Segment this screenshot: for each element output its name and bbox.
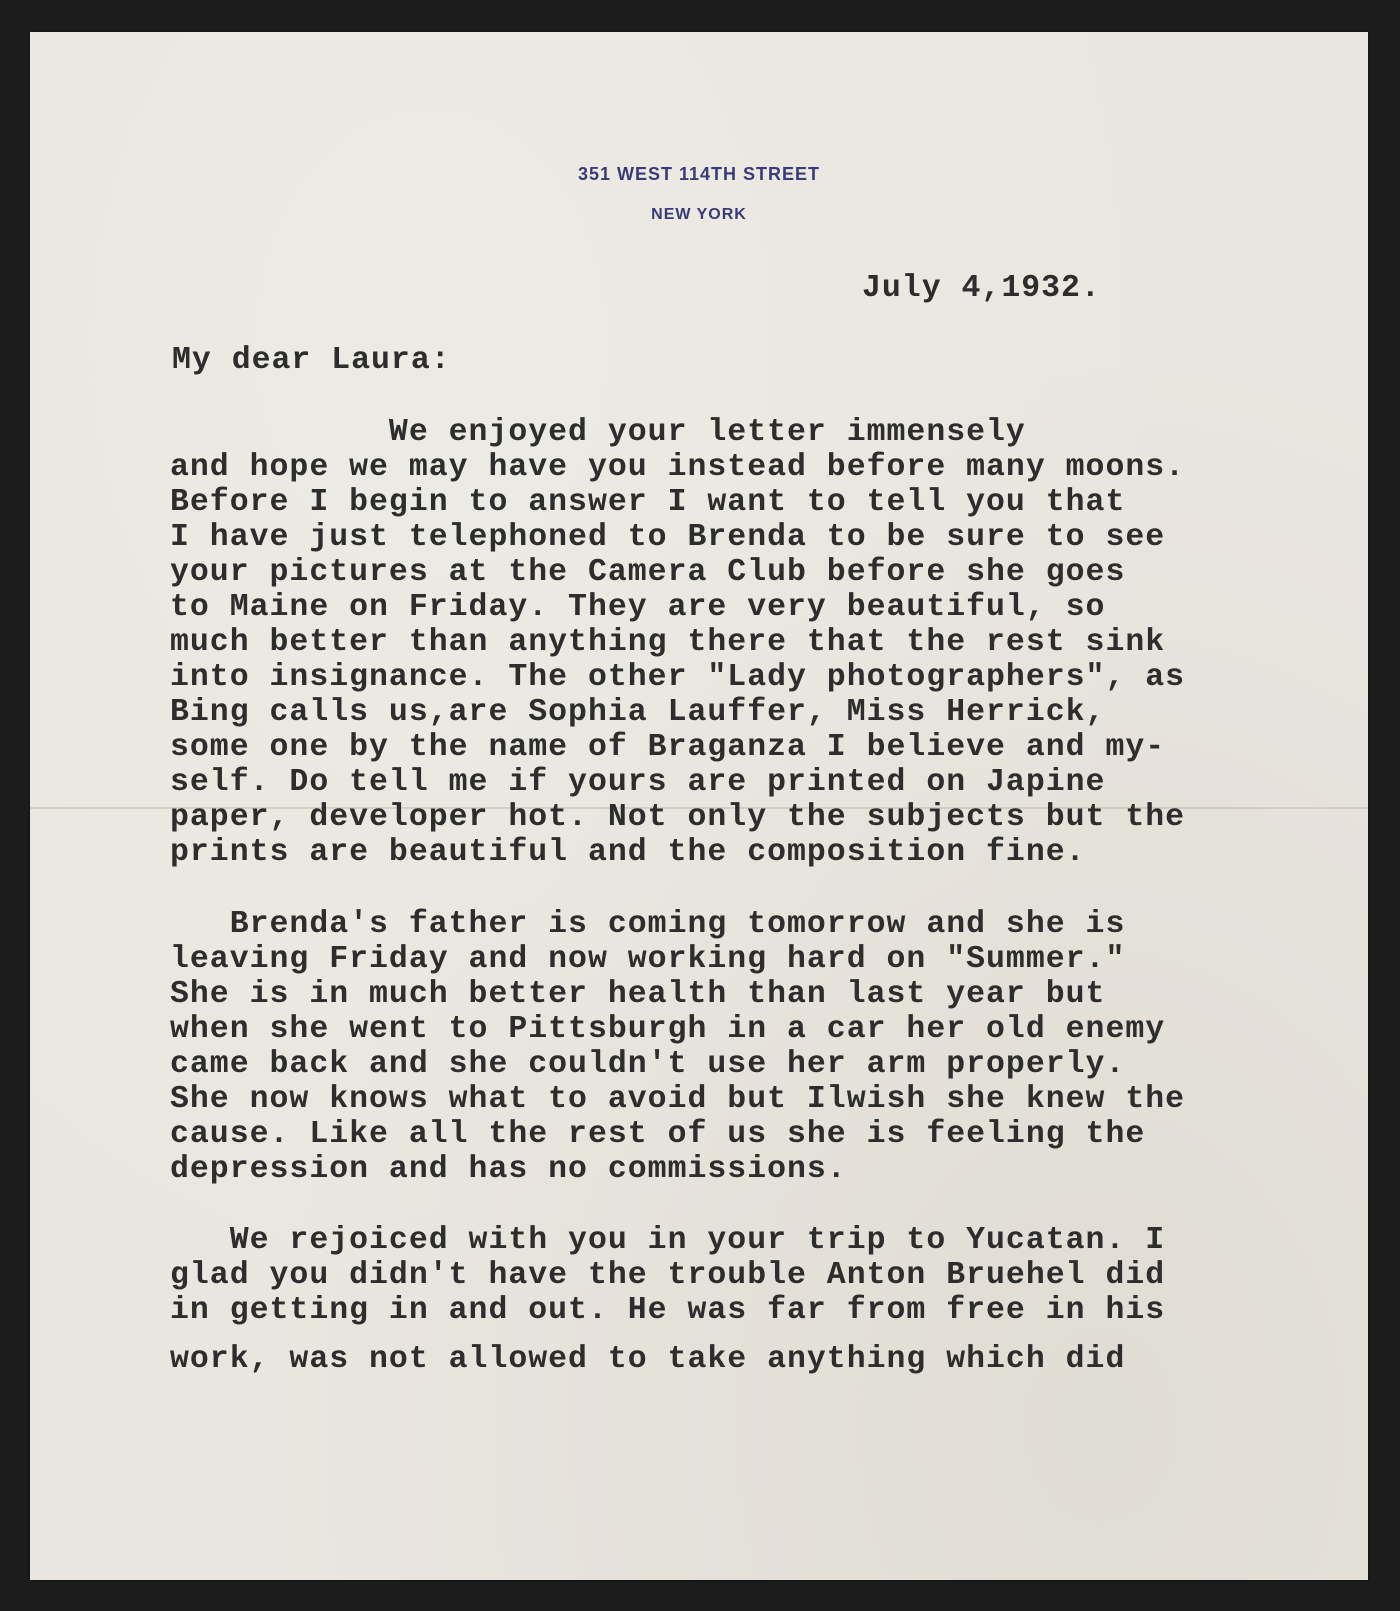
- body-line: We enjoyed your letter immensely: [170, 415, 1026, 450]
- letter-date: July 4,1932.: [862, 271, 1101, 306]
- body-line: some one by the name of Braganza I believe and my-: [170, 730, 1166, 765]
- body-line: Before I begin to answer I want to tell you that: [170, 485, 1126, 520]
- body-line: glad you didn't have the trouble Anton Bruehel did: [170, 1258, 1166, 1293]
- body-line: paper, developer hot. Not only the subjects but the: [170, 800, 1186, 835]
- body-line: work, was not allowed to take anything which did: [170, 1342, 1126, 1377]
- body-line: She now knows what to avoid but Ilwish she knew the: [170, 1082, 1186, 1117]
- body-line: when she went to Pittsburgh in a car her old enemy: [170, 1012, 1166, 1047]
- body-line: cause. Like all the rest of us she is feeling the: [170, 1117, 1146, 1152]
- body-line: prints are beautiful and the composition fine.: [170, 835, 1086, 870]
- body-line: much better than anything there that the rest sink: [170, 625, 1166, 660]
- body-line: to Maine on Friday. They are very beautiful, so: [170, 590, 1106, 625]
- letter-page: [30, 32, 1368, 1580]
- body-line: came back and she couldn't use her arm properly.: [170, 1047, 1126, 1082]
- body-line: depression and has no commissions.: [170, 1152, 847, 1187]
- body-line: into insignance. The other "Lady photographers", as: [170, 660, 1186, 695]
- body-line: She is in much better health than last year but: [170, 977, 1106, 1012]
- body-line: self. Do tell me if yours are printed on Japine: [170, 765, 1106, 800]
- letterhead-city: NEW YORK: [651, 206, 747, 223]
- body-line: Brenda's father is coming tomorrow and she is: [170, 907, 1126, 942]
- body-line: in getting in and out. He was far from free in his: [170, 1293, 1166, 1328]
- body-line: your pictures at the Camera Club before she goes: [170, 555, 1126, 590]
- letterhead-street: 351 WEST 114TH STREET: [577, 164, 821, 184]
- body-line: We rejoiced with you in your trip to Yucatan. I: [170, 1223, 1166, 1258]
- salutation: My dear Laura:: [172, 343, 451, 378]
- body-line: I have just telephoned to Brenda to be sure to see: [170, 520, 1166, 555]
- body-line: Bing calls us,are Sophia Lauffer, Miss Herrick,: [170, 695, 1106, 730]
- body-line: leaving Friday and now working hard on "Summer.": [170, 942, 1126, 977]
- body-line: and hope we may have you instead before many moons.: [170, 450, 1186, 485]
